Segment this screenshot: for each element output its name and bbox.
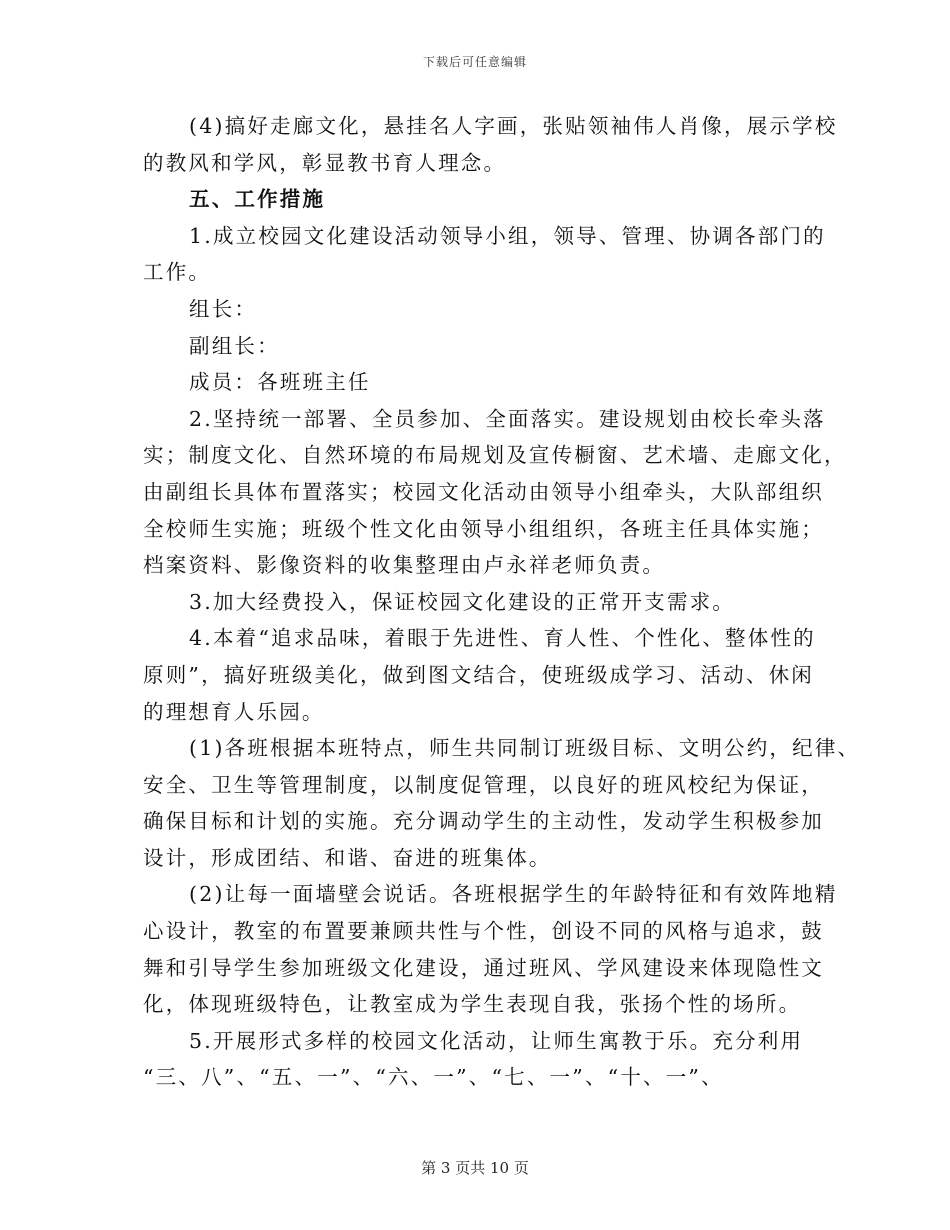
paragraph-line: 安全、卫生等管理制度，以制度促管理，以良好的班风校纪为保证，: [143, 772, 824, 797]
paragraph-line: 成员：各班班主任: [189, 370, 371, 395]
document-body: [143, 108, 861, 1096]
paragraph-line: 1.成立校园文化建设活动领导小组，领导、管理、协调各部门的: [189, 223, 826, 248]
paragraph-line: (2)让每一面墙壁会说话。各班根据学生的年龄特征和有效阵地精: [189, 882, 838, 907]
page-number: 第 3 页共 10 页: [421, 1159, 529, 1177]
paragraph-line: 5.开展形式多样的校园文化活动，让师生寓教于乐。充分利用: [189, 1028, 804, 1053]
paragraph-line: (1)各班根据本班特点，师生共同制订班级目标、文明公约，纪律、: [189, 736, 861, 761]
paragraph-line: 组长：: [189, 296, 258, 321]
paragraph-line: 由副组长具体布置落实；校园文化活动由领导小组牵头，大队部组织: [143, 479, 824, 504]
page-header-note: 下载后可任意编辑: [422, 55, 527, 69]
paragraph-line: 副组长：: [189, 333, 280, 358]
paragraph-line: 的理想育人乐园。: [143, 699, 325, 724]
paragraph-line: 全校师生实施；班级个性文化由领导小组组织，各班主任具体实施；: [143, 516, 824, 541]
paragraph-line: 确保目标和计划的实施。充分调动学生的主动性，发动学生积极参加: [143, 809, 824, 834]
paragraph-line: 化，体现班级特色，让教室成为学生表现自我，张扬个性的场所。: [143, 992, 802, 1017]
paragraph-line: 的教风和学风，彰显教书育人理念。: [143, 150, 507, 175]
paragraph-line: 心设计，教室的布置要兼顾共性与个性，创设不同的风格与追求，鼓: [143, 919, 824, 944]
paragraph-line: 舞和引导学生参加班级文化建设，通过班风、学风建设来体现隐性文: [143, 955, 824, 980]
paragraph-line: 工作。: [143, 260, 212, 285]
section-heading: 五、工作措施: [189, 187, 326, 212]
paragraph-line: 4.本着“追求品味，着眼于先进性、育人性、个性化、整体性的: [189, 626, 816, 651]
paragraph-line: 原则”，搞好班级美化，做到图文结合，使班级成学习、活动、休闲: [143, 662, 814, 687]
paragraph-line: 3.加大经费投入，保证校园文化建设的正常开支需求。: [189, 589, 736, 614]
paragraph-line: 设计，形成团结、和谐、奋进的班集体。: [143, 845, 552, 870]
paragraph-line: 实；制度文化、自然环境的布局规划及宣传橱窗、艺术墙、走廊文化，: [143, 443, 847, 468]
paragraph-line: 2.坚持统一部署、全员参加、全面落实。建设规划由校长牵头落: [189, 406, 826, 431]
paragraph-line: 档案资料、影像资料的收集整理由卢永祥老师负责。: [143, 553, 666, 578]
paragraph-line: “三、八”、“五、一”、“六、一”、“七、一”、“十、一”、: [143, 1065, 724, 1090]
paragraph-line: (4)搞好走廊文化，悬挂名人字画，张贴领袖伟人肖像，展示学校: [189, 114, 838, 138]
